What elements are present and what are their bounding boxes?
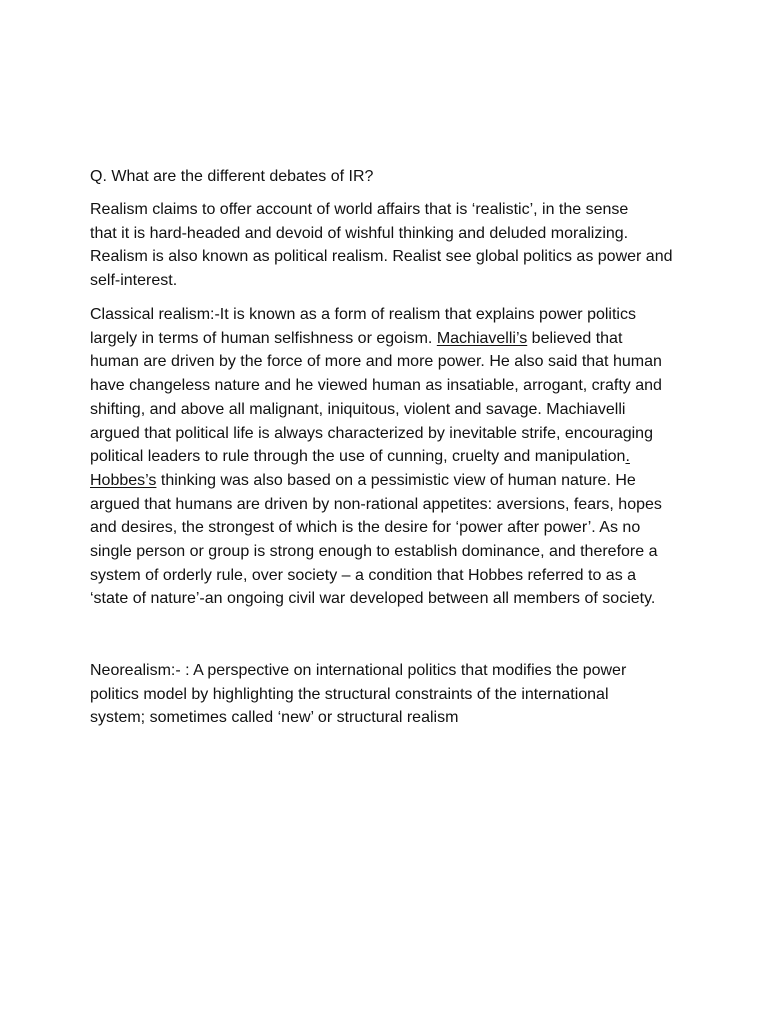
- neorealism-line: Neorealism:- : A perspective on international politics that modifies the power: [90, 662, 627, 679]
- classical-realism-paragraph: [90, 303, 690, 611]
- realism-line: that it is hard-headed and devoid of wishful thinking and deluded moralizing.: [90, 224, 629, 242]
- neorealism-line: system; sometimes called ‘new’ or structural realism: [90, 709, 459, 727]
- neorealism-paragraph: [90, 659, 690, 730]
- classical-text: thinking was also based on a pessimistic view of human nature. He: [156, 471, 636, 489]
- realism-paragraph: [90, 198, 690, 293]
- classical-line: [90, 445, 690, 469]
- classical-line: argued that political life is always characterized by inevitable strife, encouraging: [90, 424, 653, 442]
- classical-text: political leaders to rule through the use of cunning, cruelty and manipulation: [90, 448, 626, 466]
- realism-line: Realism is also known as political realism. Realist see global politics as power and: [90, 248, 673, 266]
- underlined-period: .: [625, 448, 630, 466]
- classical-line: human are driven by the force of more and more power. He also said that human: [90, 353, 662, 371]
- machiavelli-link[interactable]: Machiavelli’s: [436, 329, 528, 347]
- classical-line: and desires, the strongest of which is the desire for ‘power after power’. As no: [90, 519, 641, 537]
- classical-line: [90, 327, 690, 351]
- classical-line: [90, 469, 690, 493]
- classical-text: largely in terms of human selfishness or egoism.: [90, 329, 437, 347]
- question-text: Q. What are the different debates of IR?: [90, 168, 374, 185]
- neorealism-line: politics model by highlighting the structural constraints of the international: [90, 685, 609, 703]
- classical-line: single person or group is strong enough to establish dominance, and therefore a: [90, 543, 658, 561]
- classical-line: system of orderly rule, over society – a condition that Hobbes referred to as a: [90, 566, 637, 584]
- classical-text: believed that: [527, 329, 623, 347]
- classical-line: have changeless nature and he viewed human as insatiable, arrogant, crafty and: [90, 377, 662, 395]
- hobbes-link[interactable]: Hobbes’s: [90, 471, 157, 489]
- classical-line: ‘state of nature’-an ongoing civil war developed between all members of society.: [90, 590, 656, 608]
- realism-line: Realism claims to offer account of world affairs that is ‘realistic’, in the sense: [90, 201, 629, 218]
- classical-line: shifting, and above all malignant, iniquitous, violent and savage. Machiavelli: [90, 400, 626, 418]
- question-heading: [90, 165, 690, 189]
- classical-line: Classical realism:-It is known as a form of realism that explains power politics: [90, 306, 636, 323]
- realism-line: self-interest.: [90, 272, 178, 290]
- classical-line: argued that humans are driven by non-rational appetites: aversions, fears, hopes: [90, 495, 662, 513]
